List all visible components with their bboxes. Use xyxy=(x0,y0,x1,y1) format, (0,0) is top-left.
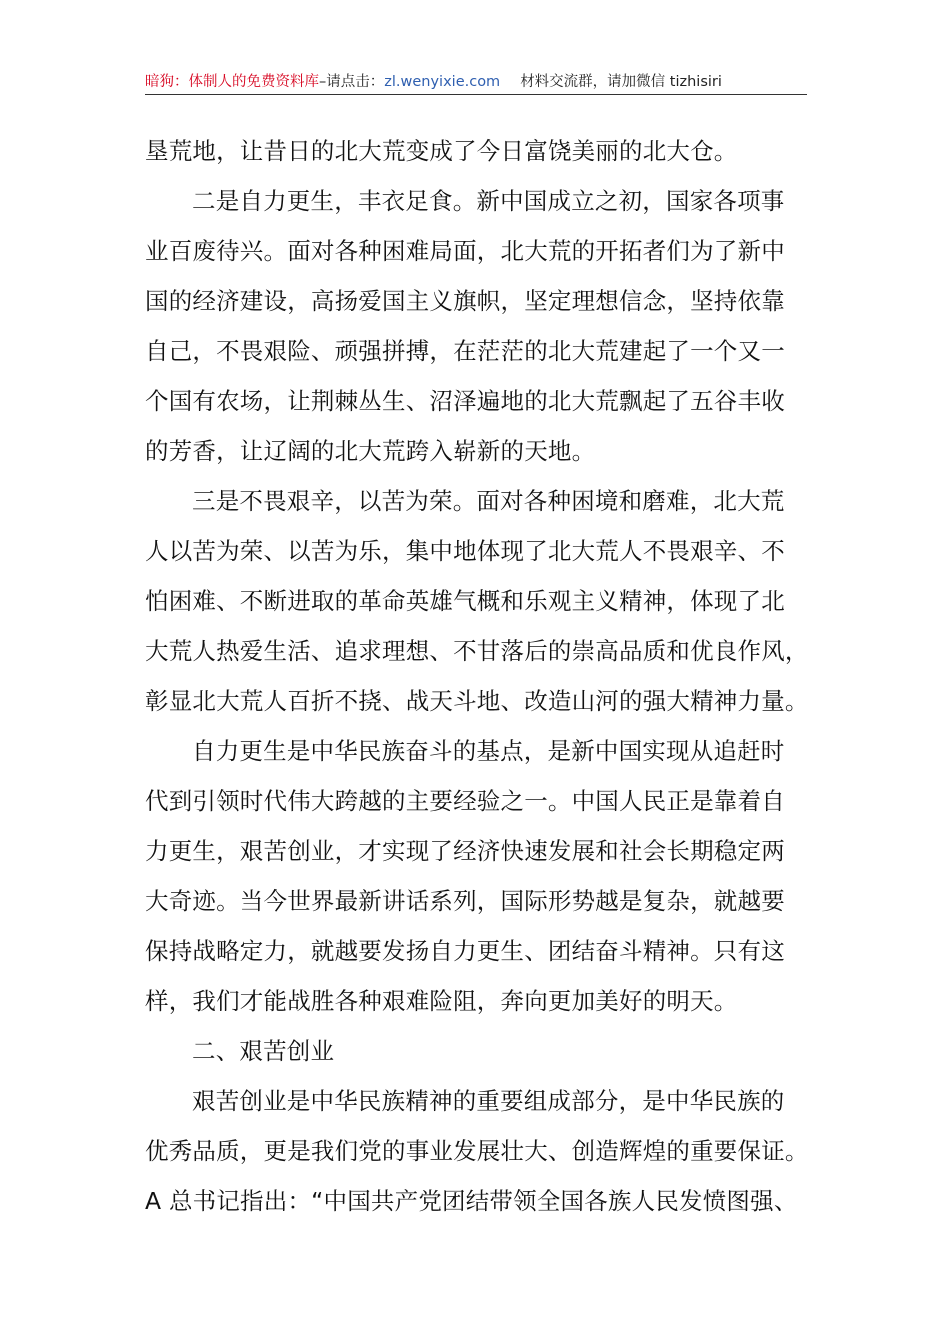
text-line: 的芳香，让辽阔的北大荒跨入崭新的天地。 xyxy=(145,437,596,465)
page-header xyxy=(145,70,807,95)
text-line: 大奇迹。当今世界最新讲话系列，国际形势越是复杂，就越要 xyxy=(145,887,785,915)
header-url-link[interactable]: zl.wenyixie.com xyxy=(384,74,501,90)
text-line: 力更生，艰苦创业，才实现了经济快速发展和社会长期稳定两 xyxy=(145,837,785,865)
text-line: 代到引领时代伟大跨越的主要经验之一。中国人民正是靠着自 xyxy=(145,787,785,815)
text-line: 人以苦为荣、以苦为乐，集中地体现了北大荒人不畏艰辛、不 xyxy=(145,537,785,565)
text-line: 业百废待兴。面对各种困难局面，北大荒的开拓者们为了新中 xyxy=(145,237,785,265)
paragraph-start-line: 自力更生是中华民族奋斗的基点，是新中国实现从追赶时 xyxy=(192,737,785,765)
text-line: 自己，不畏艰险、顽强拼搏，在茫茫的北大荒建起了一个又一 xyxy=(145,337,785,365)
paragraph-start-line: 三是不畏艰辛，以苦为荣。面对各种困境和磨难，北大荒 xyxy=(192,487,785,515)
text-line: 保持战略定力，就越要发扬自力更生、团结奋斗精神。只有这 xyxy=(145,937,785,965)
text-line: 国的经济建设，高扬爱国主义旗帜，坚定理想信念，坚持依靠 xyxy=(145,287,785,315)
text-line: 个国有农场，让荆棘丛生、沼泽遍地的北大荒飘起了五谷丰收 xyxy=(145,387,785,415)
header-brand: 暗狗：体制人的免费资料库 xyxy=(145,74,319,90)
text-line: A 总书记指出：“中国共产党团结带领全国各族人民发愤图强、 xyxy=(145,1187,798,1215)
text-line: 彰显北大荒人百折不挠、战天斗地、改造山河的强大精神力量。 xyxy=(145,687,809,715)
header-contact: 材料交流群，请加微信 tizhisiri xyxy=(520,74,722,90)
paragraph-start-line: 艰苦创业是中华民族精神的重要组成部分，是中华民族的 xyxy=(192,1087,785,1115)
text-line: 怕困难、不断进取的革命英雄气概和乐观主义精神，体现了北 xyxy=(145,587,785,615)
text-line: 样，我们才能战胜各种艰难险阻，奔向更加美好的明天。 xyxy=(145,987,738,1015)
header-prompt: –请点击： xyxy=(319,74,385,90)
document-body xyxy=(145,126,815,1226)
paragraph-start-line: 二是自力更生，丰衣足食。新中国成立之初，国家各项事 xyxy=(192,187,785,215)
text-line: 大荒人热爱生活、追求理想、不甘落后的崇高品质和优良作风， xyxy=(145,637,809,665)
text-line: 优秀品质，更是我们党的事业发展壮大、创造辉煌的重要保证。 xyxy=(145,1137,809,1165)
text-line: 垦荒地，让昔日的北大荒变成了今日富饶美丽的北大仓。 xyxy=(145,137,738,165)
section-heading: 二、艰苦创业 xyxy=(192,1037,335,1065)
